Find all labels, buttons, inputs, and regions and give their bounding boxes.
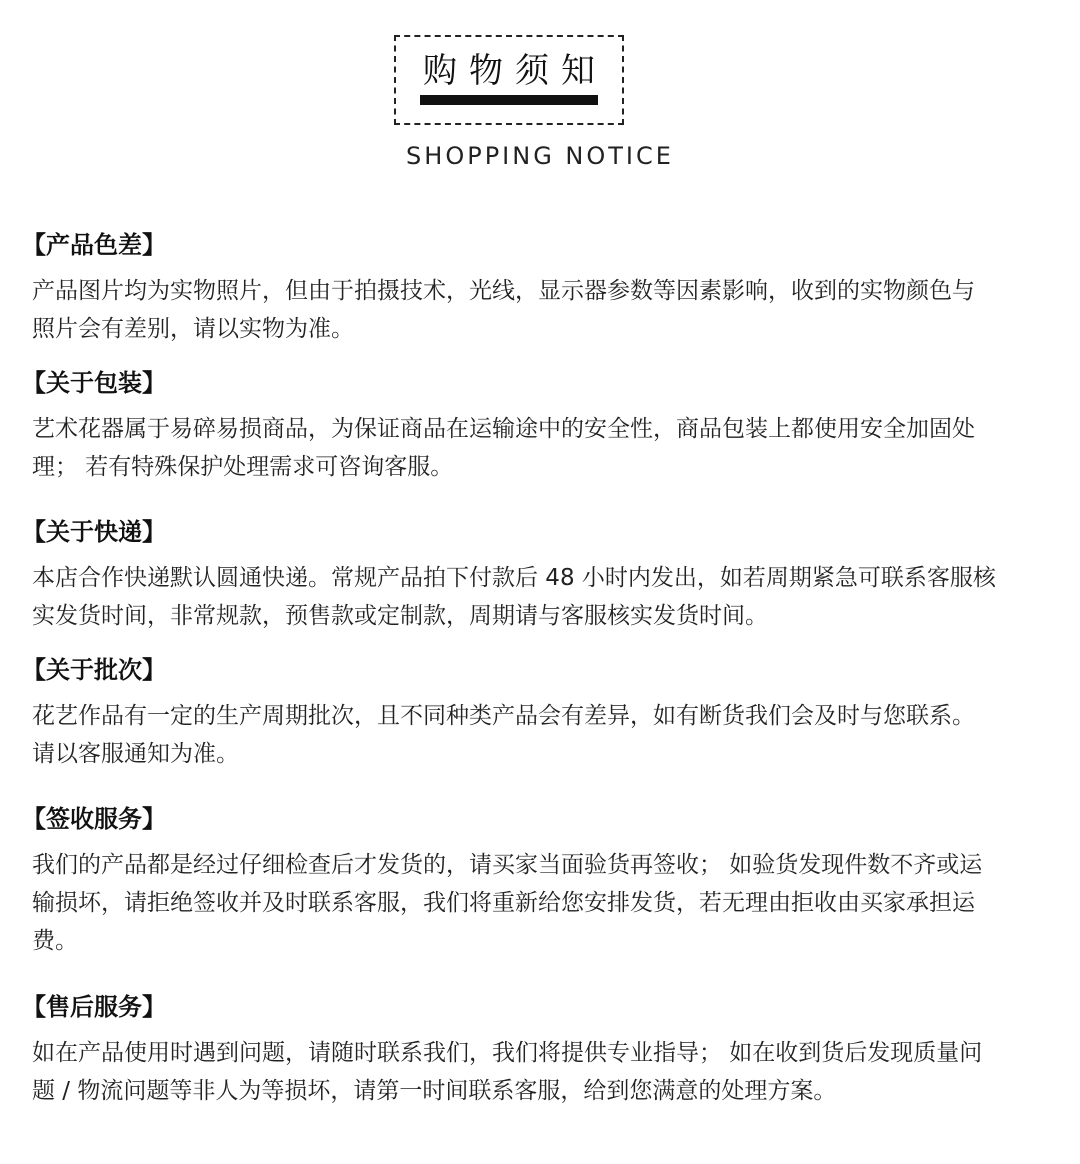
page-subtitle: SHOPPING NOTICE	[406, 142, 674, 170]
section-body: 产品图片均为实物照片，但由于拍摄技术，光线，显示器参数等因素影响，收到的实物颜色与照片会有差别，请以实物为准。	[32, 278, 975, 342]
section-after-sales	[22, 990, 1012, 1110]
section-batch	[22, 653, 1012, 773]
section-title: 【关于快递】	[22, 518, 166, 546]
section-body: 艺术花器属于易碎易损商品，为保证商品在运输途中的安全性，商品包装上都使用安全加固处理； 若有特殊保护处理需求可咨询客服。	[32, 416, 975, 480]
section-body: 我们的产品都是经过仔细检查后才发货的，请买家当面验货再签收； 如验货发现件数不齐或运输损坏，请拒绝签收并及时联系客服，我们将重新给您安排发货，若无理由拒收由买家承担运费。	[32, 852, 983, 954]
section-title: 【关于包装】	[22, 369, 166, 397]
section-title: 【产品色差】	[22, 231, 166, 259]
page-title: 购物须知	[423, 51, 607, 91]
notice-header	[0, 0, 1080, 180]
section-title: 【签收服务】	[22, 805, 166, 833]
title-underline-bar	[420, 95, 598, 105]
section-packaging	[22, 366, 1012, 486]
section-shipping	[22, 515, 1012, 635]
section-color-difference	[22, 228, 1012, 348]
section-body: 如在产品使用时遇到问题，请随时联系我们，我们将提供专业指导； 如在收到货后发现质量问题 / 物流问题等非人为等损坏，请第一时间联系客服，给到您满意的处理方案。	[32, 1040, 983, 1104]
section-title: 【售后服务】	[22, 993, 166, 1021]
section-body: 花艺作品有一定的生产周期批次，且不同种类产品会有差异，如有断货我们会及时与您联系。请以客服通知为准。	[32, 703, 975, 767]
title-frame	[394, 35, 624, 125]
section-title: 【关于批次】	[22, 656, 166, 684]
section-body: 本店合作快递默认圆通快递。常规产品拍下付款后 48 小时内发出，如若周期紧急可联系客服核实发货时间，非常规款，预售款或定制款，周期请与客服核实发货时间。	[32, 565, 996, 629]
section-receipt	[22, 802, 1012, 960]
